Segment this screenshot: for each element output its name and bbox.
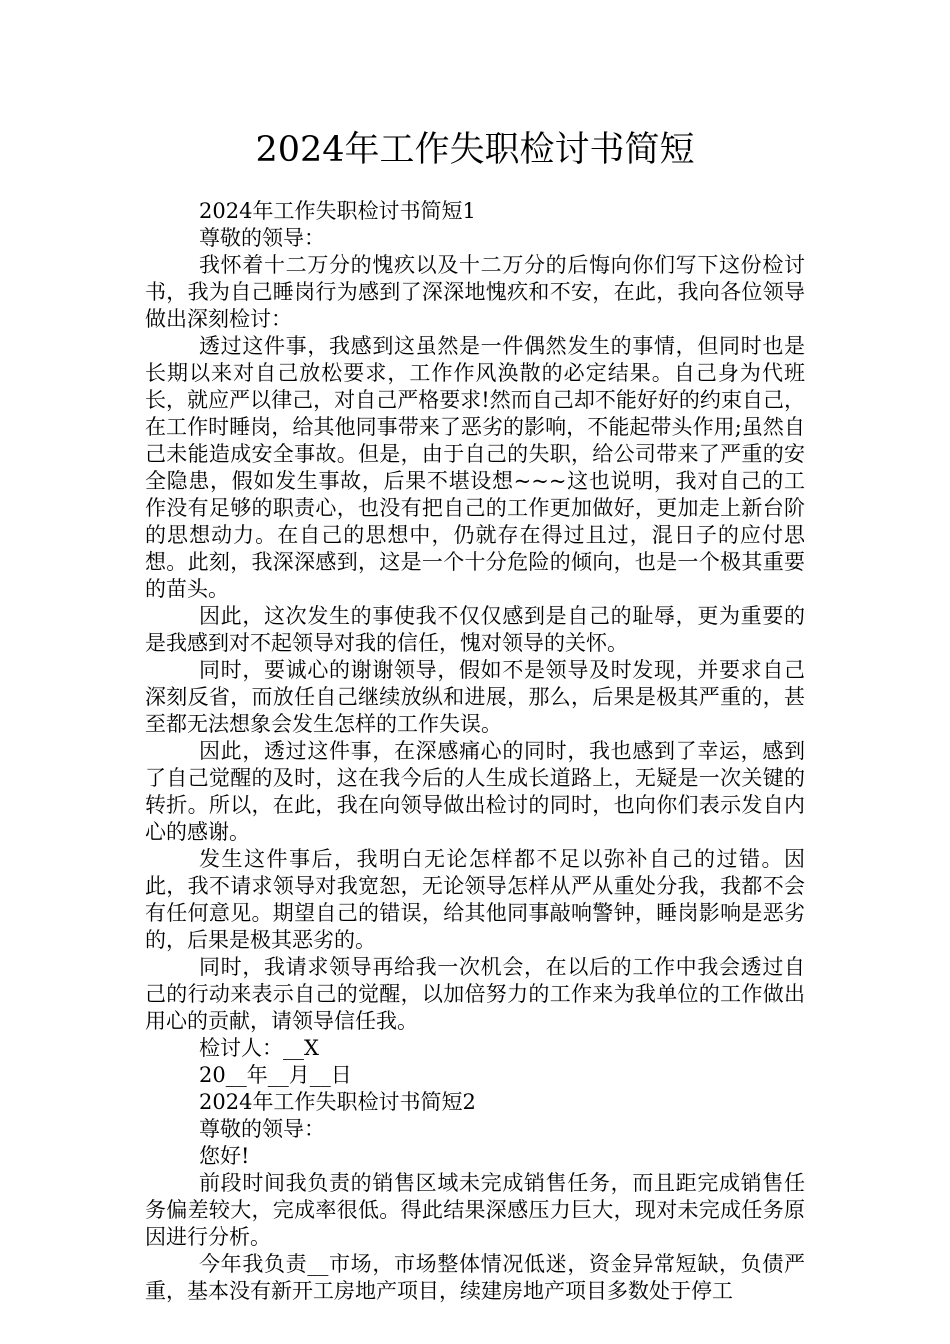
- paragraph: 因此，这次发生的事使我不仅仅感到是自己的耻辱，更为重要的是我感到对不起领导对我的信任，愧对领导的关怀。: [145, 604, 805, 655]
- paragraph: 同时，要诚心的谢谢领导，假如不是领导及时发现，并要求自己深刻反省，而放任自己继续放纵和进展，那么，后果是极其严重的，甚至都无法想象会发生怎样的工作失误。: [145, 658, 805, 736]
- paragraph: 发生这件事后，我明白无论怎样都不足以弥补自己的过错。因此，我不请求领导对我宽恕，无论领导怎样从严从重处分我，我都不会有任何意见。期望自己的错误，给其他同事敲响警钟，睡岗影响是恶劣的，后果是极其恶劣的。: [145, 847, 805, 952]
- paragraph: 我怀着十二万分的愧疚以及十二万分的后悔向你们写下这份检讨书，我为自己睡岗行为感到了深深地愧疚和不安，在此，我向各位领导做出深刻检讨：: [145, 253, 805, 331]
- salutation: 尊敬的领导：: [199, 226, 325, 250]
- section-heading-2: 2024年工作失职检讨书简短2: [199, 1090, 476, 1114]
- paragraph: 透过这件事，我感到这虽然是一件偶然发生的事情，但同时也是长期以来对自己放松要求，工作作风涣散的必定结果。自己身为代班长，就应严以律己，对自己严格要求!然而自己却不能好好的约束自己，在工作时睡岗，给其他同事带来了恶劣的影响，不能起带头作用;虽然自己未能造成安全事故。但是，由于自己的失职，给公司带来了严重的安全隐患，假如发生事故，后果不堪设想~~~这也说明，我对自己的工作没有足够的职责心，也没有把自己的工作更加做好，更加走上新台阶的思想动力。在自己的思想中，仍就存在得过且过，混日子的应付思想。此刻，我深深感到，这是一个十分危险的倾向，也是一个极其重要的苗头。: [145, 334, 805, 601]
- paragraph: 前段时间我负责的销售区域未完成销售任务，而且距完成销售任务偏差较大，完成率很低。得此结果深感压力巨大，现对未完成任务原因进行分析。: [145, 1171, 805, 1249]
- greeting: 您好!: [199, 1144, 250, 1168]
- paragraph: 因此，透过这件事，在深感痛心的同时，我也感到了幸运，感到了自己觉醒的及时，这在我今后的人生成长道路上，无疑是一次关键的转折。所以，在此，我在向领导做出检讨的同时，也向你们表示发自内心的感谢。: [145, 739, 805, 844]
- paragraph: 今年我负责__市场，市场整体情况低迷，资金异常短缺，负债严重，基本没有新开工房地产项目，续建房地产项目多数处于停工: [145, 1252, 805, 1303]
- salutation: 尊敬的领导：: [199, 1117, 325, 1141]
- signature-line: 检讨人：__X: [199, 1036, 319, 1060]
- document-body: [145, 198, 805, 1305]
- document-title: 2024年工作失职检讨书简短: [255, 130, 695, 170]
- section-heading-1: 2024年工作失职检讨书简短1: [199, 199, 476, 223]
- date-line: 20__年__月__日: [199, 1063, 352, 1087]
- document-page: [145, 120, 805, 1305]
- paragraph: 同时，我请求领导再给我一次机会，在以后的工作中我会透过自己的行动来表示自己的觉醒，以加倍努力的工作来为我单位的工作做出用心的贡献，请领导信任我。: [145, 955, 805, 1033]
